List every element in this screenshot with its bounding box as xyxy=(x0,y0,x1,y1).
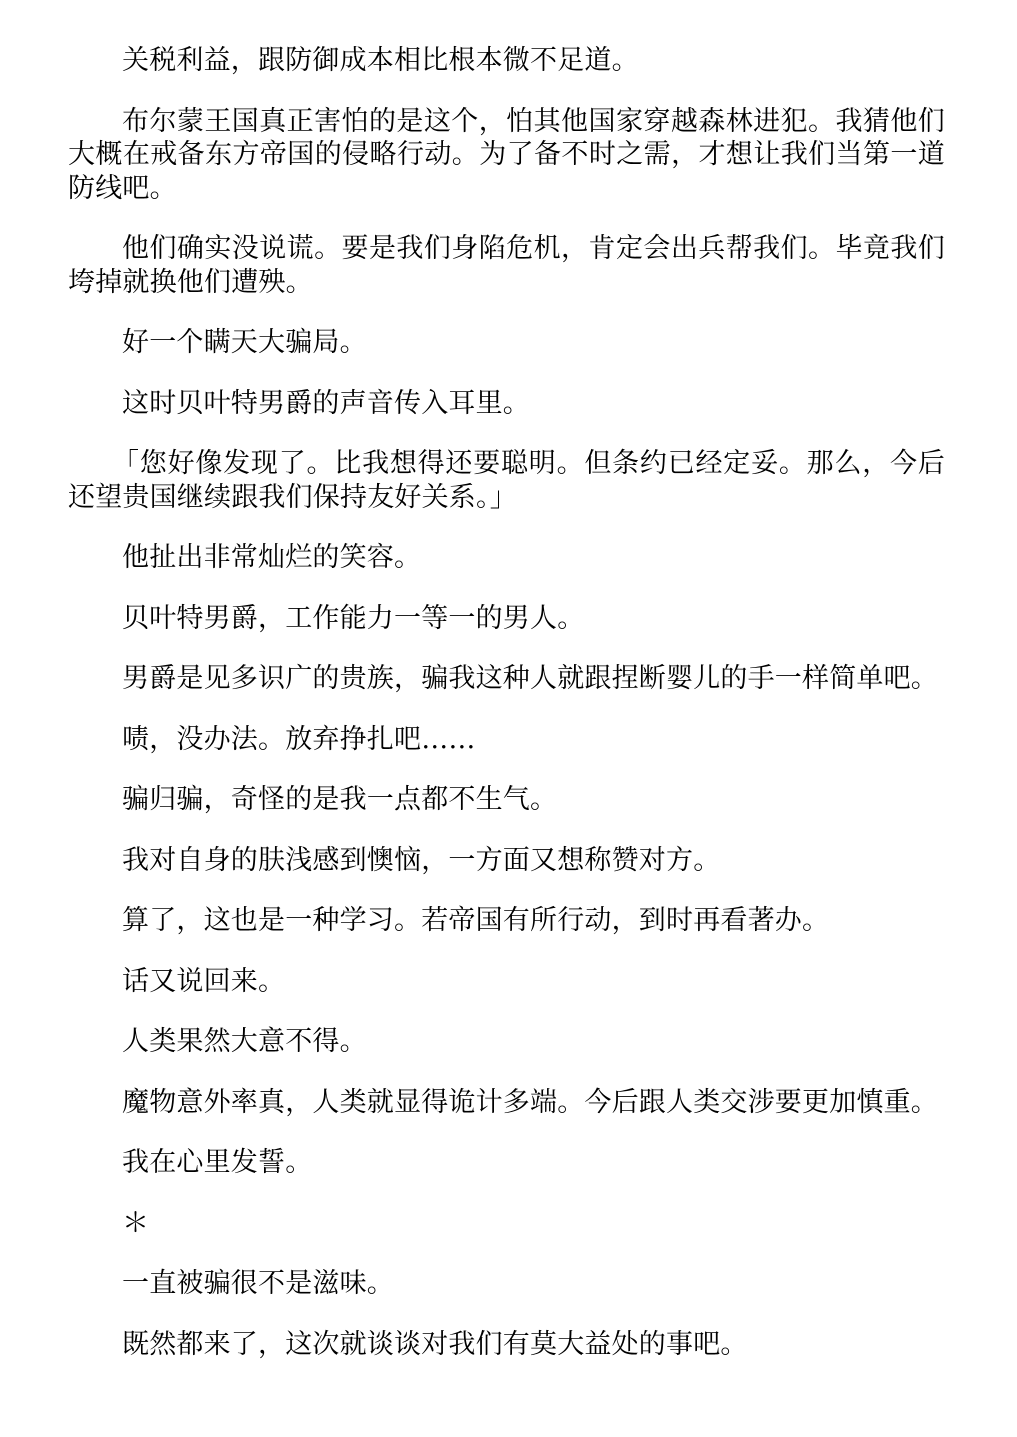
paragraph: 啧，没办法。放弃挣扎吧…… xyxy=(122,723,476,755)
paragraph: 我在心里发誓。 xyxy=(122,1147,313,1178)
paragraph: 话又说回来。 xyxy=(122,965,286,997)
paragraph: 人类果然大意不得。 xyxy=(122,1026,367,1057)
paragraph: 一直被骗很不是滋味。 xyxy=(122,1268,394,1299)
paragraph: 贝叶特男爵，工作能力一等一的男人。 xyxy=(122,602,585,634)
paragraph: 他们确实没说谎。要是我们身陷危机，肯定会出兵帮我们。毕竟我们垮掉就换他们遭殃。 xyxy=(68,233,945,298)
paragraph: 好一个瞒天大骗局。 xyxy=(122,327,367,358)
dialogue-paragraph: 「您好像发现了。比我想得还要聪明。但条约已经定妥。那么，今后还望贵国继续跟我们保持友好关系。」 xyxy=(68,448,945,513)
paragraph: 骗归骗，奇怪的是我一点都不生气。 xyxy=(122,784,558,815)
paragraph: 这时贝叶特男爵的声音传入耳里。 xyxy=(122,387,530,419)
paragraph: 既然都来了，这次就谈谈对我们有莫大益处的事吧。 xyxy=(122,1328,748,1360)
paragraph: 魔物意外率真，人类就显得诡计多端。今后跟人类交涉要更加慎重。 xyxy=(122,1086,938,1118)
paragraph: 布尔蒙王国真正害怕的是这个，怕其他国家穿越森林进犯。我猜他们大概在戒备东方帝国的侵略行动。为了备不时之需，才想让我们当第一道防线吧。 xyxy=(68,105,945,204)
paragraph: 算了，这也是一种学习。若帝国有所行动，到时再看著办。 xyxy=(122,905,830,936)
paragraph: 我对自身的肤浅感到懊恼，一方面又想称赞对方。 xyxy=(122,844,721,876)
paragraph: 他扯出非常灿烂的笑容。 xyxy=(122,542,422,573)
scene-break-asterisk: ＊ xyxy=(122,1207,150,1239)
paragraph: 关税利益，跟防御成本相比根本微不足道。 xyxy=(122,45,639,76)
paragraph: 男爵是见多识广的贵族，骗我这种人就跟捏断婴儿的手一样简单吧。 xyxy=(122,663,938,694)
